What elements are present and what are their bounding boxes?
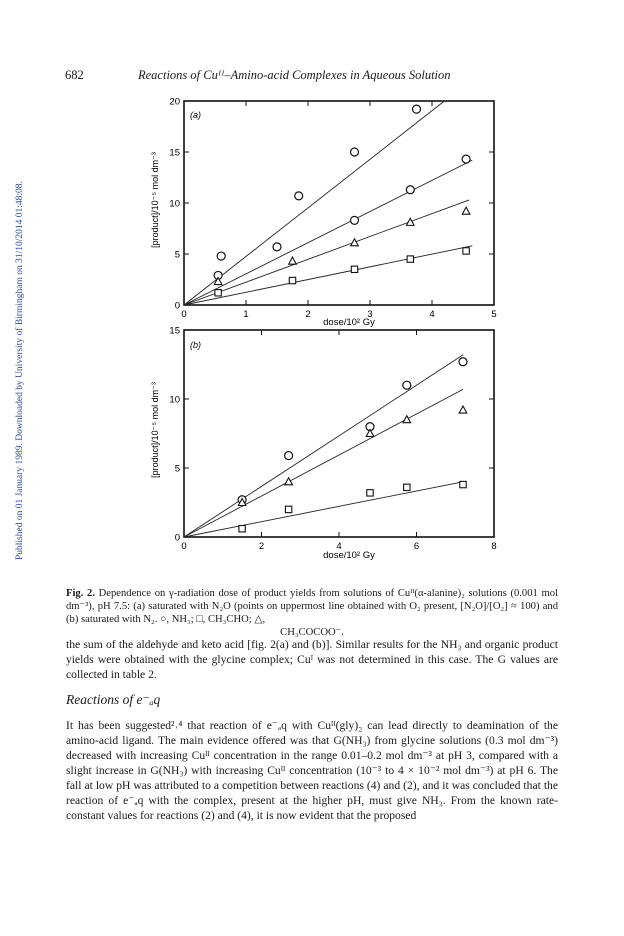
data-point-square — [407, 256, 413, 262]
data-point-circle — [217, 252, 225, 260]
y-tick-label: 15 — [169, 147, 180, 159]
data-point-triangle — [459, 406, 467, 413]
data-point-square — [460, 481, 466, 487]
y-tick-label: 5 — [174, 249, 180, 261]
plot-frame — [184, 101, 494, 305]
x-tick-label: 2 — [258, 541, 265, 552]
y-tick-label: 0 — [174, 532, 180, 544]
caption-label: Fig. 2. — [66, 588, 95, 599]
data-point-triangle — [403, 416, 411, 423]
running-title: Reactions of Cuᴵᴵ–Amino-acid Complexes in Aqueous Solution — [138, 68, 451, 82]
x-axis-label: dose/10² Gy — [323, 317, 375, 328]
data-point-square — [367, 490, 373, 496]
y-tick-label: 10 — [169, 198, 180, 210]
page-number: 682 — [65, 68, 84, 82]
x-tick-label: 4 — [336, 541, 342, 552]
data-point-square — [289, 277, 295, 283]
data-point-circle — [295, 192, 303, 200]
data-point-square — [463, 248, 469, 254]
y-tick-label: 0 — [174, 300, 180, 312]
x-tick-label: 2 — [305, 309, 311, 320]
data-point-triangle — [289, 257, 297, 264]
data-point-circle — [273, 243, 281, 251]
data-point-square — [404, 484, 410, 490]
fit-line — [184, 389, 463, 537]
y-axis-label: [product]/10⁻⁵ mol dm⁻³ — [150, 382, 160, 478]
data-point-square — [215, 290, 221, 296]
y-tick-label: 15 — [169, 325, 180, 337]
data-point-circle — [459, 358, 467, 366]
x-tick-label: 0 — [181, 309, 187, 320]
data-point-triangle — [407, 218, 415, 225]
x-tick-label: 8 — [491, 541, 497, 552]
body-paragraph-1: the sum of the aldehyde and keto acid [fig. 2(a) and (b)]. Similar results for the NH₃ and organic product yields were obtained with the glycine complex; Cuᴵ was not determined in this case. The G values are collected in table 2. — [66, 638, 558, 681]
data-point-circle — [351, 148, 359, 156]
data-point-circle — [285, 452, 293, 460]
data-point-circle — [403, 381, 411, 389]
y-tick-label: 5 — [174, 463, 180, 475]
x-tick-label: 6 — [413, 541, 420, 552]
y-tick-label: 20 — [169, 96, 180, 108]
caption-text: Dependence on γ-radiation dose of product yields from solutions of Cuᴵᴵ(α-alanine)₂ solutions (0.001 mol dm⁻³), pH 7.5: (a) saturated with N₂O (points on uppermost line obtained with O₂ present, [N₂O]/[O₂] ≈ 100) and (b) saturated with N₂. ○, NH₃; □, CH₃CHO; △, — [66, 588, 558, 625]
panel-label: (a) — [190, 110, 201, 120]
y-axis-label: [product]/10⁻⁵ mol dm⁻³ — [150, 152, 160, 248]
figure-caption — [66, 587, 558, 639]
y-tick-label: 10 — [169, 394, 180, 406]
caption-last-line: CH₃COCOO⁻. — [280, 627, 344, 638]
data-point-circle — [462, 155, 470, 163]
x-tick-label: 1 — [243, 309, 249, 320]
x-tick-label: 0 — [181, 541, 187, 552]
data-point-triangle — [351, 239, 359, 246]
fit-line — [184, 160, 472, 305]
section-heading: Reactions of e⁻ₐq — [66, 692, 161, 707]
panel-a — [150, 97, 497, 329]
x-axis-label: dose/10² Gy — [323, 550, 375, 561]
data-point-circle — [351, 216, 359, 224]
data-point-triangle — [462, 207, 470, 214]
fit-line — [184, 246, 472, 305]
panel-b — [150, 326, 497, 562]
data-point-square — [239, 526, 245, 532]
body-paragraph-2: It has been suggested²˒⁴ that reaction of e⁻ₐq with Cuᴵᴵ(gly)₂ can lead directly to deamination of the amino-acid ligand. The main evidence offered was that G(NH₃) from glycine solutions (0.3 mol dm⁻³) decreased with increasing Cuᴵᴵ concentration in the range 0.01–0.2 mol dm⁻³ at pH 3, compared with a slight increase in G(NH₃) with increasing Cuᴵᴵ concentration (10⁻³ to 4 × 10⁻² mol dm⁻³) at pH 6. The fall at low pH was attributed to a competition between reactions (4) and (2), and it was concluded that the reaction of e⁻ₐq with the complex, present at the higher pH, must give NH₃. From the known rate-constant values for reactions (2) and (4), it is now evident that the proposed — [66, 719, 558, 822]
fit-line — [184, 101, 444, 305]
x-tick-label: 4 — [429, 309, 435, 320]
x-tick-label: 5 — [491, 309, 497, 320]
data-point-triangle — [366, 430, 374, 437]
x-tick-label: 3 — [367, 309, 373, 320]
publication-sidebar-note: Published on 01 January 1989. Downloaded by University of Birmingham on 31/10/2014 01:48:08. — [15, 181, 25, 560]
data-point-square — [285, 506, 291, 512]
data-point-triangle — [285, 478, 293, 485]
panel-label: (b) — [190, 340, 201, 350]
data-point-circle — [406, 186, 414, 194]
fit-line — [184, 200, 469, 305]
data-point-circle — [413, 105, 421, 113]
data-point-square — [351, 266, 357, 272]
